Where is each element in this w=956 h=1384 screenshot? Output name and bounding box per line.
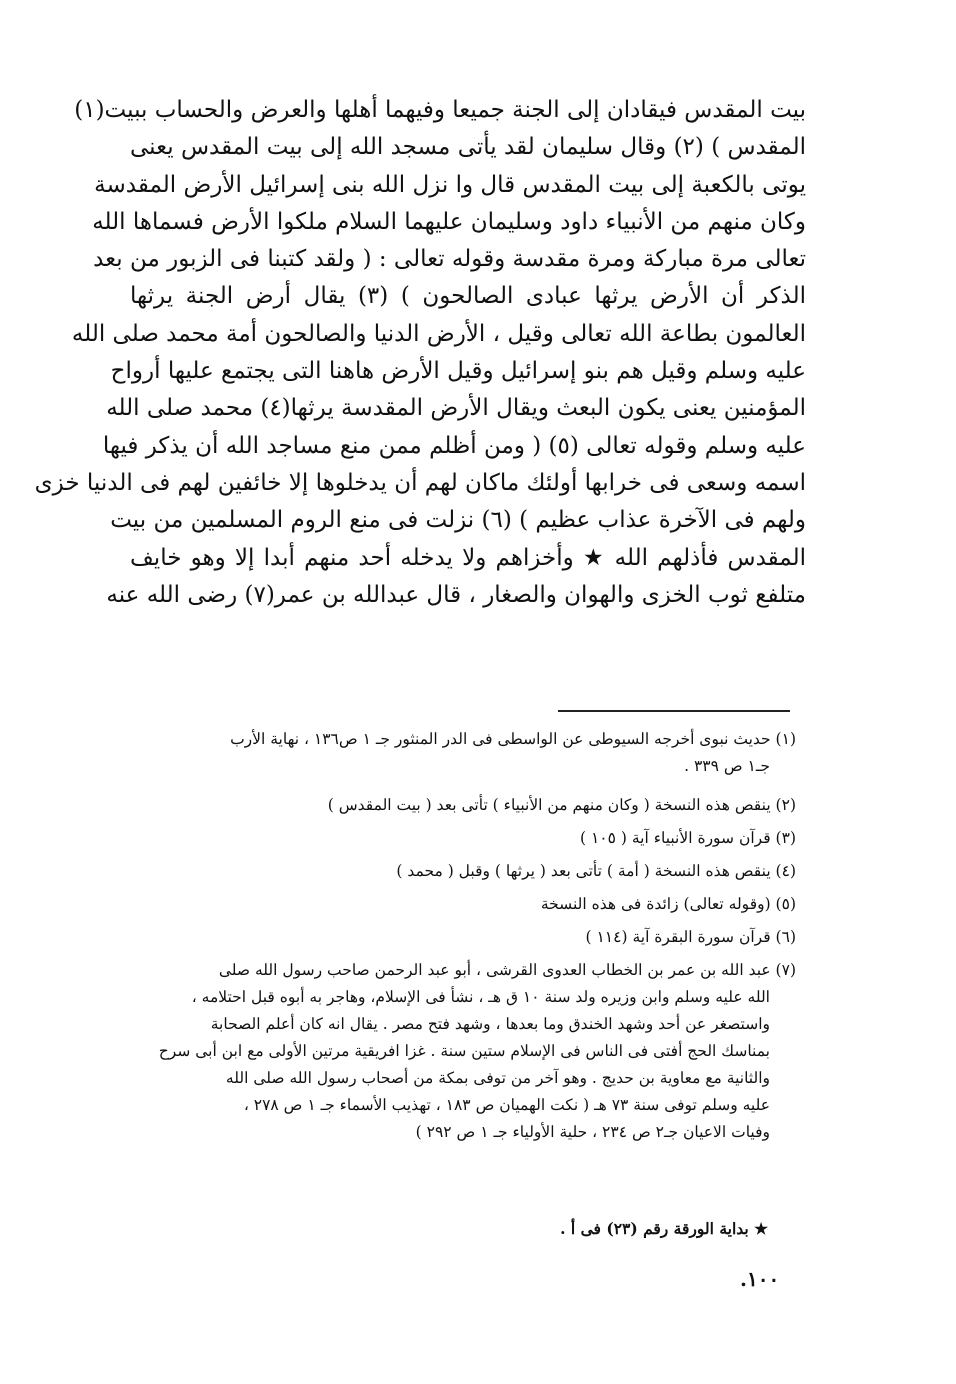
page-number: ١٠٠.	[740, 1267, 780, 1291]
text-line: المقدس ) (٢) وقال سليمان لقد يأتى مسجد الله إلى بيت المقدس يعنى	[130, 134, 806, 161]
main-text	[34, 92, 806, 614]
text-line: الذكر أن الأرض يرثها عبادى الصالحون ) (٣) يقال أرض الجنة يرثها	[130, 283, 806, 310]
footnote-7	[136, 957, 796, 1146]
footnote-6	[136, 924, 796, 951]
text-line: المؤمنين يعنى يكون البعث ويقال الأرض المقدسة يرثها(٤) محمد صلى الله	[106, 395, 806, 422]
footnote-3	[136, 825, 796, 852]
footnote-line: واستصغر عن أحد وشهد الخندق وما بعدها ، وشهد فتح مصر . يقال انه كان أعلم الصحابة	[210, 1015, 770, 1033]
footnote-line: الله عليه وسلم وابن وزيره ولد سنة ١٠ ق هـ ، نشأ فى الإسلام، وهاجر به أبوه قبل احتلامه ،	[191, 988, 770, 1006]
footnote-line: والثانية مع معاوية بن حديج . وهو آخر من توفى بمكة من أصحاب رسول الله صلى الله	[225, 1069, 770, 1087]
footnote-line: وفيات الاعيان جـ٢ ص ٢٣٤ ، حلية الأولياء جـ ١ ص ٢٩٢ )	[415, 1123, 770, 1141]
footnote-line: جـ١ ص ٣٣٩ .	[684, 757, 770, 775]
text-line: تعالى مرة مباركة ومرة مقدسة وقوله تعالى : ( ولقد كتبنا فى الزبور من بعد	[93, 246, 806, 273]
footnote-4	[136, 858, 796, 885]
footnote-line: (٢) ينقص هذه النسخة ( وكان منهم من الأنبياء ) تأتى بعد ( بيت المقدس )	[327, 796, 796, 814]
footnote-line: عليه وسلم توفى سنة ٧٣ هـ ( نكت الهميان ص ١٨٣ ، تهذيب الأسماء جـ ١ ص ٢٧٨ ،	[243, 1096, 770, 1114]
footnote-1	[136, 726, 796, 780]
folio-marker-note: ★ بداية الورقة رقم (٢٣) فى أ .	[560, 1219, 768, 1238]
text-line: يوتى بالكعبة إلى بيت المقدس قال وا نزل الله بنى إسرائيل الأرض المقدسة	[94, 171, 806, 198]
text-line: وكان منهم من الأنبياء داود وسليمان عليهما السلام ملكوا الأرض فسماها الله	[92, 208, 806, 235]
footnote-line: (٥) (وقوله تعالى) زائدة فى هذه النسخة	[540, 895, 796, 913]
footnote-line: (٦) قرآن سورة البقرة آية (١١٤ )	[585, 928, 796, 946]
text-line: عليه وسلم وقوله تعالى (٥) ( ومن أظلم ممن منع مساجد الله أن يذكر فيها	[102, 432, 806, 459]
text-line: بيت المقدس فيقادان إلى الجنة جميعا وفيهما أهلها والعرض والحساب ببيت(١)	[74, 97, 806, 123]
text-line: عليه وسلم وقيل هم بنو إسرائيل وقيل الأرض هاهنا التى يجتمع عليها أرواح	[110, 358, 806, 385]
footnote-line: بمناسك الحج أفتى فى الناس فى الإسلام ستين سنة . غزا افريقية مرتين الأولى مع ابن أبى سرح	[158, 1042, 770, 1060]
text-line: متلفع ثوب الخزى والهوان والصغار ، قال عبدالله بن عمر(٧) رضى الله عنه	[106, 581, 806, 608]
footnote-line: (٧) عبد الله بن عمر بن الخطاب العدوى القرشى ، أبو عبد الرحمن صاحب رسول الله صلى	[218, 961, 796, 979]
text-line: اسمه وسعى فى خرابها أولئك ماكان لهم أن يدخلوها إلا خائفين لهم فى الدنيا خزى	[34, 469, 806, 496]
text-line: المقدس فأذلهم الله ★ وأخزاهم ولا يدخله أحد منهم أبدا إلا وهو خايف	[130, 544, 806, 571]
footnote-line: (١) حديث نبوى أخرجه السيوطى عن الواسطى فى الدر المنثور جـ ١ ص١٣٦ ، نهاية الأرب	[230, 730, 796, 748]
footnote-line: (٣) قرآن سورة الأنبياء آية ( ١٠٥ )	[579, 829, 796, 847]
text-line: العالمون بطاعة الله تعالى وقيل ، الأرض الدنيا والصالحون أمة محمد صلى الله	[71, 320, 806, 347]
footnote-line: (٤) ينقص هذه النسخة ( أمة ) تأتى بعد ( يرثها ) وقبل ( محمد )	[396, 862, 796, 880]
footnote-divider	[558, 710, 790, 712]
text-line: ولهم فى الآخرة عذاب عظيم ) (٦) نزلت فى منع الروم المسلمين من بيت	[110, 507, 806, 534]
footnotes	[136, 726, 796, 1152]
footnote-2	[136, 792, 796, 819]
footnote-5	[136, 891, 796, 918]
